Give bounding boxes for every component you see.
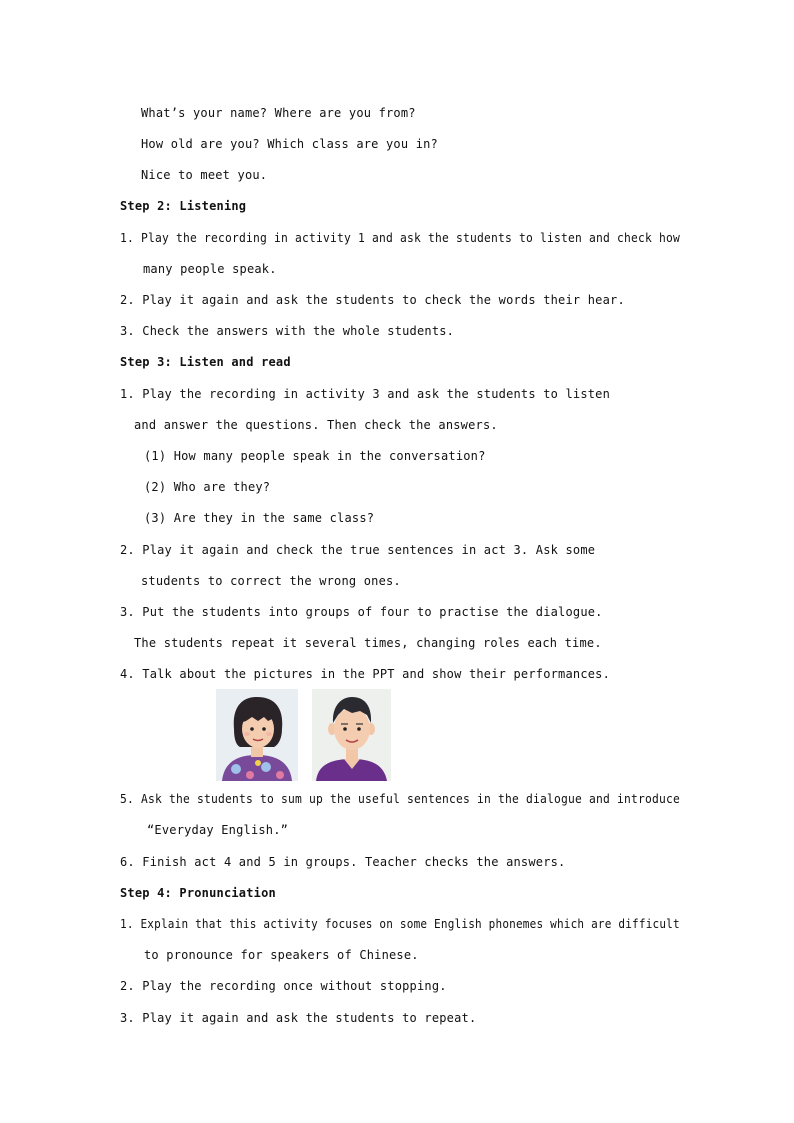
step3-item2-line2: students to correct the wrong ones.	[141, 574, 401, 588]
step3-question-1: (1) How many people speak in the conversation?	[144, 449, 486, 463]
step3-item4: 4. Talk about the pictures in the PPT and show their performances.	[120, 667, 611, 681]
step2-item1-line2: many people speak.	[143, 262, 277, 276]
step4-heading: Step 4: Pronunciation	[120, 886, 276, 900]
step3-item1-line2: and answer the questions. Then check the answers.	[134, 418, 498, 432]
step3-item1-line1: 1. Play the recording in activity 3 and ask the students to listen	[120, 387, 611, 401]
intro-line-1: What’s your name? Where are you from?	[141, 106, 416, 120]
step3-question-3: (3) Are they in the same class?	[144, 511, 375, 525]
step2-item1-line1: 1. Play the recording in activity 1 and ask the students to listen and check how	[120, 231, 680, 245]
step4-item2: 2. Play the recording once without stopping.	[120, 979, 447, 993]
girl-portrait-image	[216, 689, 298, 781]
step3-item6: 6. Finish act 4 and 5 in groups. Teacher checks the answers.	[120, 855, 566, 869]
intro-line-2: How old are you? Which class are you in?	[141, 137, 438, 151]
step3-item3-line2: The students repeat it several times, changing roles each time.	[134, 636, 602, 650]
intro-line-3: Nice to meet you.	[141, 168, 268, 182]
step3-item5-line2: “Everyday English.”	[147, 823, 289, 837]
step2-item3: 3. Check the answers with the whole students.	[120, 324, 455, 338]
step3-item3-line1: 3. Put the students into groups of four to practise the dialogue.	[120, 605, 603, 619]
step3-heading: Step 3: Listen and read	[120, 355, 291, 369]
step4-item3: 3. Play it again and ask the students to repeat.	[120, 1011, 477, 1025]
boy-portrait-image	[312, 689, 391, 781]
step2-heading: Step 2: Listening	[120, 199, 247, 213]
step3-item2-line1: 2. Play it again and check the true sentences in act 3. Ask some	[120, 543, 596, 557]
step2-item2: 2. Play it again and ask the students to check the words their hear.	[120, 293, 625, 307]
step4-item1-line1: 1. Explain that this activity focuses on some English phonemes which are difficult	[120, 917, 680, 931]
step3-item5-line1: 5. Ask the students to sum up the useful sentences in the dialogue and introduce	[120, 792, 680, 806]
step3-question-2: (2) Who are they?	[144, 480, 271, 494]
step4-item1-line2: to pronounce for speakers of Chinese.	[144, 948, 419, 962]
